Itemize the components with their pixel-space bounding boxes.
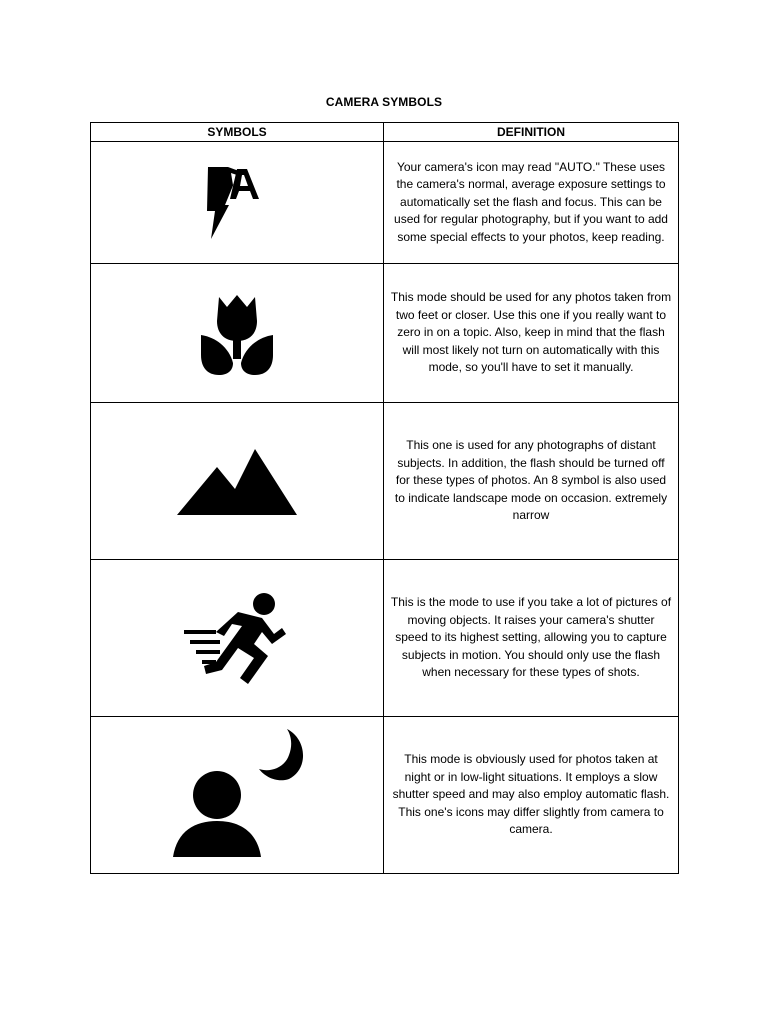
symbol-cell [91, 142, 384, 264]
table-header-row [91, 123, 679, 142]
definition-text: This mode is obviously used for photos taken at night or in low-light situations. It employs a slow shutter speed and may also employ automatic flash. This one's icons may differ slightly from camera to camera. [392, 752, 670, 837]
table-row [91, 264, 679, 403]
table-row [91, 403, 679, 560]
landscape-mountain-icon [175, 445, 299, 517]
symbol-cell [91, 403, 384, 560]
table-row [91, 560, 679, 717]
night-portrait-icon [167, 725, 307, 865]
page-title: CAMERA SYMBOLS [325, 95, 443, 109]
definition-cell [384, 717, 679, 874]
table-row [91, 142, 679, 264]
symbols-column-header: SYMBOLS [91, 123, 384, 142]
definition-cell [384, 264, 679, 403]
symbol-cell [91, 264, 384, 403]
definition-column-header: DEFINITION [384, 123, 679, 142]
definition-text: Your camera's icon may read "AUTO." These uses the camera's normal, average exposure settings to automatically set the flash and focus. This can be used for regular photography, but if you want to add some special effects to your photos, keep reading. [394, 159, 668, 244]
definition-cell [384, 560, 679, 717]
flash-auto-icon [197, 163, 277, 243]
table-row [91, 717, 679, 874]
definition-text: This is the mode to use if you take a lot of pictures of moving objects. It raises your camera's shutter speed to its highest setting, allowing you to capture subjects in motion. You should only use the flash when necessary for these types of shots. [390, 595, 672, 680]
definition-text: This one is used for any photographs of distant subjects. In addition, the flash should be turned off for these types of photos. An 8 symbol is also used to indicate landscape mode on occasion. extremely narrow [394, 438, 668, 523]
definition-cell [384, 142, 679, 264]
sports-running-icon [182, 590, 292, 686]
camera-symbols-table [90, 122, 679, 874]
definition-cell [384, 403, 679, 560]
macro-flower-icon [197, 289, 277, 377]
symbol-cell [91, 717, 384, 874]
symbol-cell [91, 560, 384, 717]
definition-text: This mode should be used for any photos taken from two feet or closer. Use this one if you really want to zero in on a topic. Also, keep in mind that the flash will most likely not turn on automatically with this mode, so you'll have to set it manually. [390, 290, 672, 375]
